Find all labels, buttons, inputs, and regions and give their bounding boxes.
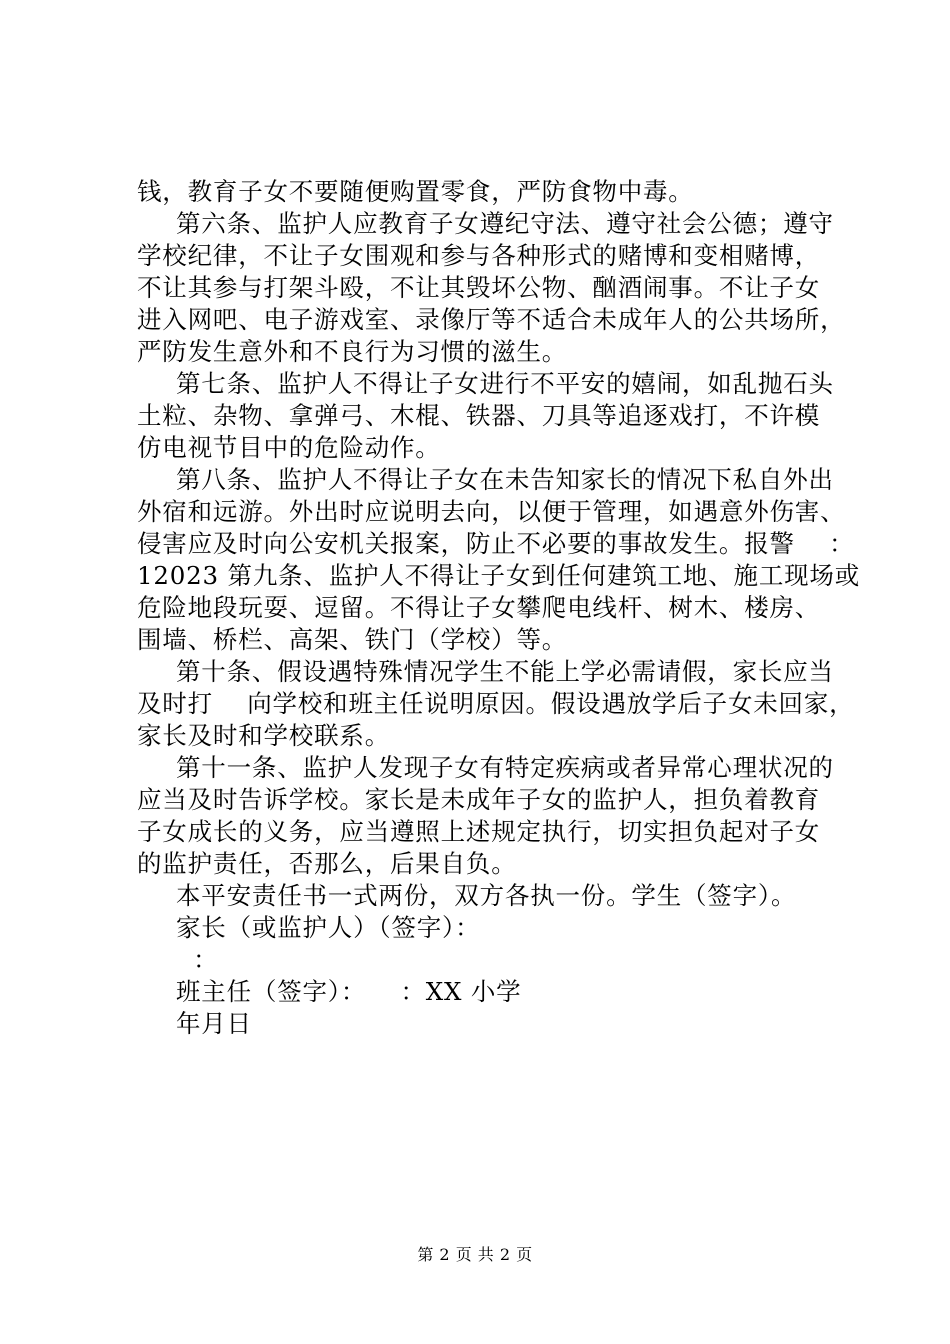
text-line: 侵害应及时向公安机关报案，防止不必要的事故发生。报警 ： <box>137 529 855 558</box>
text-line: 家长及时和学校联系。 <box>137 721 390 750</box>
text-line: 不让其参与打架斗殴，不让其毁坏公物、酗酒闹事。不让子女 <box>137 273 821 302</box>
text-line: 第十条、假设遇特殊情况学生不能上学必需请假，家长应当 <box>176 657 834 686</box>
text-line: 学校纪律，不让子女围观和参与各种形式的赌博和变相赌博， <box>137 241 821 270</box>
text-line: 围墙、桥栏、高架、铁门（学校）等。 <box>137 625 568 654</box>
text-line: 严防发生意外和不良行为习惯的滋生。 <box>137 337 568 366</box>
text-line: 及时打 向学校和班主任说明原因。假设遇放学后子女未回家， <box>137 689 855 718</box>
text-line: ： <box>176 945 219 974</box>
text-line: 第七条、监护人不得让子女进行不平安的嬉闹，如乱抛石头 <box>176 369 834 398</box>
text-line: 危险地段玩耍、逗留。不得让子女攀爬电线杆、树木、楼房、 <box>137 593 821 622</box>
text-line: 第十一条、监护人发现子女有特定疾病或者异常心理状况的 <box>176 753 834 782</box>
text-line: 进入网吧、电子游戏室、录像厅等不适合未成年人的公共场所， <box>137 305 846 334</box>
text-line: 外宿和远游。外出时应说明去向，以便于管理，如遇意外伤害、 <box>137 497 846 526</box>
text-line: 家长（或监护人）（签字）： <box>176 913 481 942</box>
text-line: 年月日 <box>176 1009 252 1038</box>
text-line: 的监护责任，否那么，后果自负。 <box>137 849 517 878</box>
text-line: 钱，教育子女不要随便购置零食，严防食物中毒。 <box>137 177 694 206</box>
text-line: 班主任（签字）： ：XX 小学 <box>176 977 522 1006</box>
text-line: 应当及时告诉学校。家长是未成年子女的监护人，担负着教育 <box>137 785 821 814</box>
text-line: 子女成长的义务，应当遵照上述规定执行，切实担负起对子女 <box>137 817 821 846</box>
text-line: 第六条、监护人应教育子女遵纪守法、遵守社会公德；遵守 <box>176 209 834 238</box>
text-line: 第八条、监护人不得让子女在未告知家长的情况下私自外出 <box>176 465 834 494</box>
text-line: 12023 第九条、监护人不得让子女到任何建筑工地、施工现场或 <box>137 561 861 590</box>
text-line: 本平安责任书一式两份，双方各执一份。学生（签字）。 <box>176 881 797 910</box>
text-line: 土粒、杂物、拿弹弓、木棍、铁器、刀具等追逐戏打，不许模 <box>137 401 821 430</box>
page-number-footer: 第 2 页 共 2 页 <box>417 1245 533 1264</box>
text-line: 仿电视节目中的危险动作。 <box>137 433 441 462</box>
